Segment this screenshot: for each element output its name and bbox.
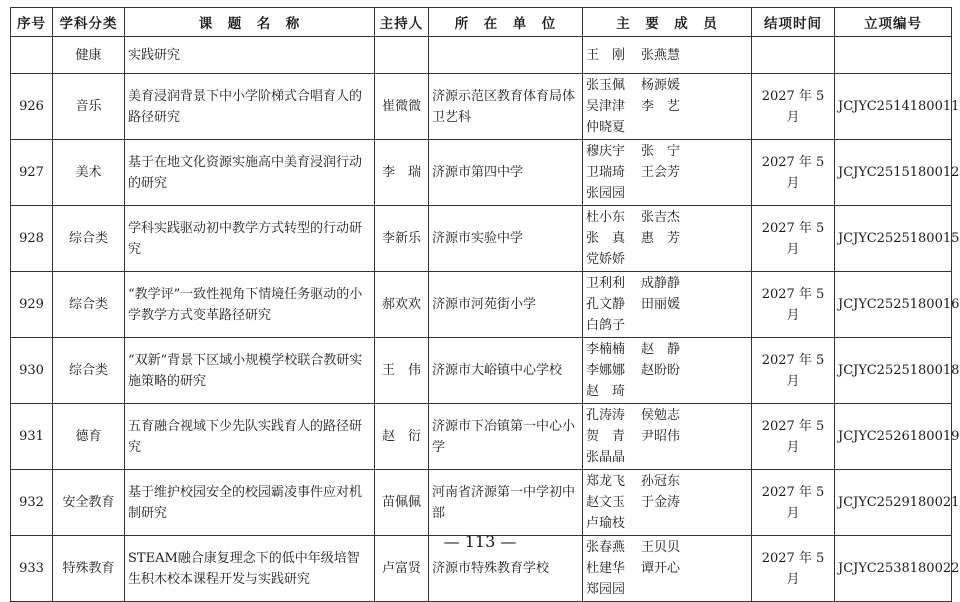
member-name: 吴津津 (586, 99, 626, 114)
cell-members (583, 338, 752, 404)
member-name: 王会芳 (641, 165, 681, 180)
cell-code: JCJYC2529180021 (835, 470, 952, 536)
cell-date: 2027 年 5 月 (752, 404, 835, 470)
header-row (11, 8, 952, 37)
cell-date: 2027 年 5 月 (752, 272, 835, 338)
cell-subject: 健康 (53, 37, 125, 74)
cell-code: JCJYC2525180018 (835, 338, 952, 404)
cell-subject: 综合类 (53, 206, 125, 272)
table-row (11, 470, 952, 536)
member-name: 孔文静 (586, 297, 626, 312)
member-name: 仲晓夏 (586, 120, 626, 135)
cell-subject: 美术 (53, 140, 125, 206)
table-row (11, 404, 952, 470)
cell-no: 926 (11, 74, 53, 140)
member-name: 白鸽子 (586, 318, 626, 333)
cell-unit: 济源市第四中学 (429, 140, 583, 206)
cell-subject: 安全教育 (53, 470, 125, 536)
member-name: 杨源媛 (641, 78, 681, 93)
member-name: 张 宁 (641, 144, 681, 159)
cell-title: “双新”背景下区域小规模学校联合教研实施策略的研究 (125, 338, 375, 404)
cell-unit (429, 37, 583, 74)
header-code: 立项编号 (835, 8, 952, 37)
cell-title: 基于维护校园安全的校园霸凌事件应对机制研究 (125, 470, 375, 536)
cell-date: 2027 年 5 月 (752, 470, 835, 536)
cell-no: 931 (11, 404, 53, 470)
member-name: 赵 琦 (586, 384, 626, 399)
cell-unit: 济源市河苑街小学 (429, 272, 583, 338)
cell-code: JCJYC2525180016 (835, 272, 952, 338)
cell-subject: 德育 (53, 404, 125, 470)
header-title: 课 题 名 称 (125, 8, 375, 37)
cell-no: 927 (11, 140, 53, 206)
cell-unit: 河南省济源第一中学初中部 (429, 470, 583, 536)
cell-host: 赵 衍 (375, 404, 429, 470)
cell-host: 李新乐 (375, 206, 429, 272)
cell-title: 美育浸润背景下中小学阶梯式合唱育人的路径研究 (125, 74, 375, 140)
cell-code: JCJYC2515180012 (835, 140, 952, 206)
member-name: 党娇娇 (586, 252, 626, 267)
member-name: 孔涛涛 (586, 408, 626, 423)
cell-unit: 济源示范区教育体育局体卫艺科 (429, 74, 583, 140)
cell-title: “教学评”一致性视角下情境任务驱动的小学教学方式变革路径研究 (125, 272, 375, 338)
cell-unit: 济源市大峪镇中心学校 (429, 338, 583, 404)
cell-code: JCJYC2514180011 (835, 74, 952, 140)
cell-members (583, 470, 752, 536)
cell-no: 928 (11, 206, 53, 272)
member-name: 张燕慧 (641, 47, 681, 63)
cell-code: JCJYC2526180019 (835, 404, 952, 470)
header-date: 结项时间 (752, 8, 835, 37)
member-name: 尹昭伟 (641, 429, 681, 444)
cell-code: JCJYC2525180015 (835, 206, 952, 272)
cell-host: 崔微微 (375, 74, 429, 140)
cell-date: 2027 年 5 月 (752, 338, 835, 404)
member-name: 孙冠东 (641, 474, 681, 489)
member-name: 赵 静 (641, 342, 681, 357)
member-name: 张园园 (586, 186, 626, 201)
member-name: 李楠楠 (586, 342, 626, 357)
cell-members (583, 404, 752, 470)
cell-members (583, 140, 752, 206)
member-name: 王贝贝 (641, 540, 681, 555)
table-row (11, 338, 952, 404)
cell-subject: 综合类 (53, 338, 125, 404)
cell-host (375, 37, 429, 74)
cell-host: 苗佩佩 (375, 470, 429, 536)
member-name: 杜建华 (586, 561, 626, 576)
member-name: 王 刚 (586, 47, 626, 63)
table-row (11, 140, 952, 206)
project-table (10, 7, 960, 602)
cell-date (752, 37, 835, 74)
member-name: 赵文玉 (586, 495, 626, 510)
cell-no: 929 (11, 272, 53, 338)
member-name: 于金涛 (641, 495, 681, 510)
member-name: 卫瑞琦 (586, 165, 626, 180)
header-no: 序号 (11, 8, 53, 37)
cell-subject: 综合类 (53, 272, 125, 338)
cell-unit: 济源市特殊教育学校 (429, 536, 583, 602)
cell-no: 933 (11, 536, 53, 602)
cell-host: 郝欢欢 (375, 272, 429, 338)
member-name: 张玉佩 (586, 78, 626, 93)
page-number: — 113 — (443, 532, 517, 551)
header-host: 主持人 (375, 8, 429, 37)
cell-members (583, 37, 752, 74)
header-unit: 所 在 单 位 (429, 8, 583, 37)
cell-title: 基于在地文化资源实施高中美育浸润行动的研究 (125, 140, 375, 206)
member-name: 谭开心 (641, 561, 681, 576)
member-name: 张吉杰 (641, 210, 681, 225)
member-name: 郑龙飞 (586, 474, 626, 489)
cell-subject: 特殊教育 (53, 536, 125, 602)
cell-code (835, 37, 952, 74)
member-name: 赵盼盼 (641, 363, 681, 378)
cell-host: 王 伟 (375, 338, 429, 404)
cell-members (583, 272, 752, 338)
member-name: 卢瑜枝 (586, 516, 626, 531)
cell-host: 卢富贤 (375, 536, 429, 602)
member-name: 成静静 (641, 276, 681, 291)
member-name: 贺 青 (586, 429, 626, 444)
member-name: 张 真 (586, 231, 626, 246)
member-name: 穆庆宇 (586, 144, 626, 159)
cell-date: 2027 年 5 月 (752, 536, 835, 602)
cell-title: 学科实践驱动初中教学方式转型的行动研究 (125, 206, 375, 272)
table-row (11, 206, 952, 272)
member-name: 张春燕 (586, 540, 626, 555)
cell-members (583, 206, 752, 272)
header-subject: 学科分类 (53, 8, 125, 37)
cell-title: STEAM融合康复理念下的低中年级培智生积木校本课程开发与实践研究 (125, 536, 375, 602)
member-name: 李 艺 (641, 99, 681, 114)
cell-no: 932 (11, 470, 53, 536)
header-members: 主 要 成 员 (583, 8, 752, 37)
cell-host: 李 瑞 (375, 140, 429, 206)
cell-unit: 济源市实验中学 (429, 206, 583, 272)
cell-title: 五育融合视域下少先队实践育人的路径研究 (125, 404, 375, 470)
member-name: 郑园园 (586, 582, 626, 597)
cell-date: 2027 年 5 月 (752, 140, 835, 206)
cell-no: 930 (11, 338, 53, 404)
cell-subject: 音乐 (53, 74, 125, 140)
table-row (11, 37, 952, 74)
member-name: 卫利利 (586, 276, 626, 291)
member-name: 杜小东 (586, 210, 626, 225)
cell-code: JCJYC2538180022 (835, 536, 952, 602)
cell-unit: 济源市下冶镇第一中心小学 (429, 404, 583, 470)
cell-no (11, 37, 53, 74)
member-name: 田丽媛 (641, 297, 681, 312)
member-name: 侯勉志 (641, 408, 681, 423)
table-row (11, 272, 952, 338)
member-name: 李娜娜 (586, 363, 626, 378)
cell-title: 实践研究 (125, 37, 375, 74)
member-name: 张晶晶 (586, 450, 626, 465)
cell-date: 2027 年 5 月 (752, 206, 835, 272)
table-row (11, 74, 952, 140)
cell-members (583, 74, 752, 140)
cell-date: 2027 年 5 月 (752, 74, 835, 140)
member-name: 惠 芳 (641, 231, 681, 246)
